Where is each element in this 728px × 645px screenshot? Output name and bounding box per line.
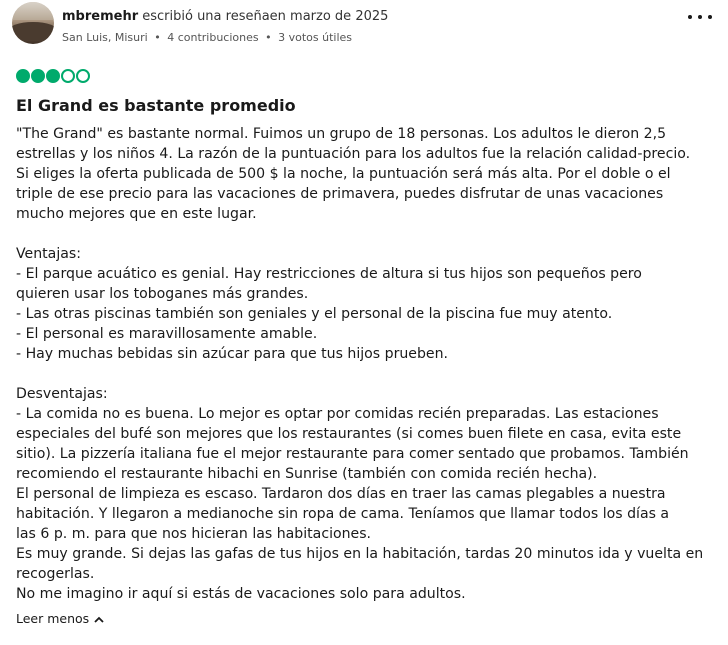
review-title[interactable]: El Grand es bastante promedio bbox=[16, 96, 296, 115]
rating-bubble-icon bbox=[46, 69, 60, 83]
rating-bubble-icon bbox=[16, 69, 30, 83]
review-body-line: Es muy grande. Si dejas las gafas de tus hijos en la habitación, tardas 20 minutos ida y vuelta en bbox=[16, 546, 704, 562]
review-body-line: triple de ese precio para las vacaciones de primavera, puedes disfrutar de unas vacaciones bbox=[16, 186, 664, 202]
review-body-line: - El personal es maravillosamente amable. bbox=[16, 326, 318, 342]
review-body-line: El personal de limpieza es escaso. Tardaron dos días en traer las camas plegables a nuestra bbox=[16, 486, 666, 502]
review-body-line: - Las otras piscinas también son geniales y el personal de la piscina fue muy atento. bbox=[16, 306, 613, 322]
review-body-line: Si eliges la oferta publicada de 500 $ la noche, la puntuación será más alta. Por el doble o el bbox=[16, 166, 671, 182]
meta-separator: • bbox=[154, 31, 161, 44]
read-less-button[interactable] bbox=[16, 610, 104, 628]
review-body-line: recomiendo el restaurante hibachi en Sunrise (también con comida recién hecha). bbox=[16, 466, 598, 482]
review-body-line: Desventajas: bbox=[16, 386, 108, 402]
read-less-label: Leer menos bbox=[16, 611, 90, 626]
avatar[interactable] bbox=[12, 2, 54, 44]
review-body-line: - Hay muchas bebidas sin azúcar para que tus hijos prueben. bbox=[16, 346, 448, 362]
review-body-line: habitación. Y llegaron a medianoche sin ropa de cama. Teníamos que llamar todos los días a bbox=[16, 506, 670, 522]
author-info bbox=[62, 2, 388, 46]
review-body-line: sitio). La pizzería italiana fue el mejor restaurante para comer sentado que probamos. También bbox=[16, 446, 689, 462]
meta-separator: • bbox=[265, 31, 272, 44]
review-body bbox=[16, 124, 718, 604]
review-body-line: - La comida no es buena. Lo mejor es optar por comidas recién preparadas. Las estaciones bbox=[16, 406, 659, 422]
review-body-line: - El parque acuático es genial. Hay restricciones de altura si tus hijos son pequeños pero bbox=[16, 266, 642, 282]
review-body-line: "The Grand" es bastante normal. Fuimos un grupo de 18 personas. Los adultos le dieron 2,5 bbox=[16, 126, 667, 142]
author-contributions: 4 contribuciones bbox=[167, 31, 259, 44]
review-body-line bbox=[16, 364, 718, 384]
review-date-text: escribió una reseñaen marzo de 2025 bbox=[138, 9, 389, 24]
chevron-up-icon bbox=[94, 616, 104, 623]
author-name[interactable]: mbremehr bbox=[62, 9, 139, 24]
author-helpful-votes: 3 votos útiles bbox=[278, 31, 353, 44]
review-body-line: mucho mejores que en este lugar. bbox=[16, 206, 257, 222]
review-body-line: Ventajas: bbox=[16, 246, 81, 262]
review-body-line: No me imagino ir aquí si estás de vacaciones solo para adultos. bbox=[16, 586, 466, 602]
author-line bbox=[62, 8, 388, 26]
rating-bubble-icon bbox=[76, 69, 90, 83]
more-options-icon[interactable] bbox=[688, 10, 712, 24]
rating-bubble-icon bbox=[61, 69, 75, 83]
author-meta bbox=[62, 30, 388, 46]
rating-bubble-icon bbox=[31, 69, 45, 83]
author-location: San Luis, Misuri bbox=[62, 31, 148, 44]
review-body-line: recogerlas. bbox=[16, 566, 95, 582]
review-body-line: quieren usar los toboganes más grandes. bbox=[16, 286, 309, 302]
review-body-line: especiales del bufé son mejores que los restaurantes (si comes buen filete en casa, evita este bbox=[16, 426, 682, 442]
review-body-line bbox=[16, 224, 718, 244]
rating-bubbles bbox=[16, 69, 91, 83]
review-body-line: estrellas y los niños 4. La razón de la puntuación para los adultos fue la relación calidad-precio. bbox=[16, 146, 691, 162]
review-body-line: las 6 p. m. para que nos hicieran las habitaciones. bbox=[16, 526, 372, 542]
review-header bbox=[12, 2, 388, 46]
